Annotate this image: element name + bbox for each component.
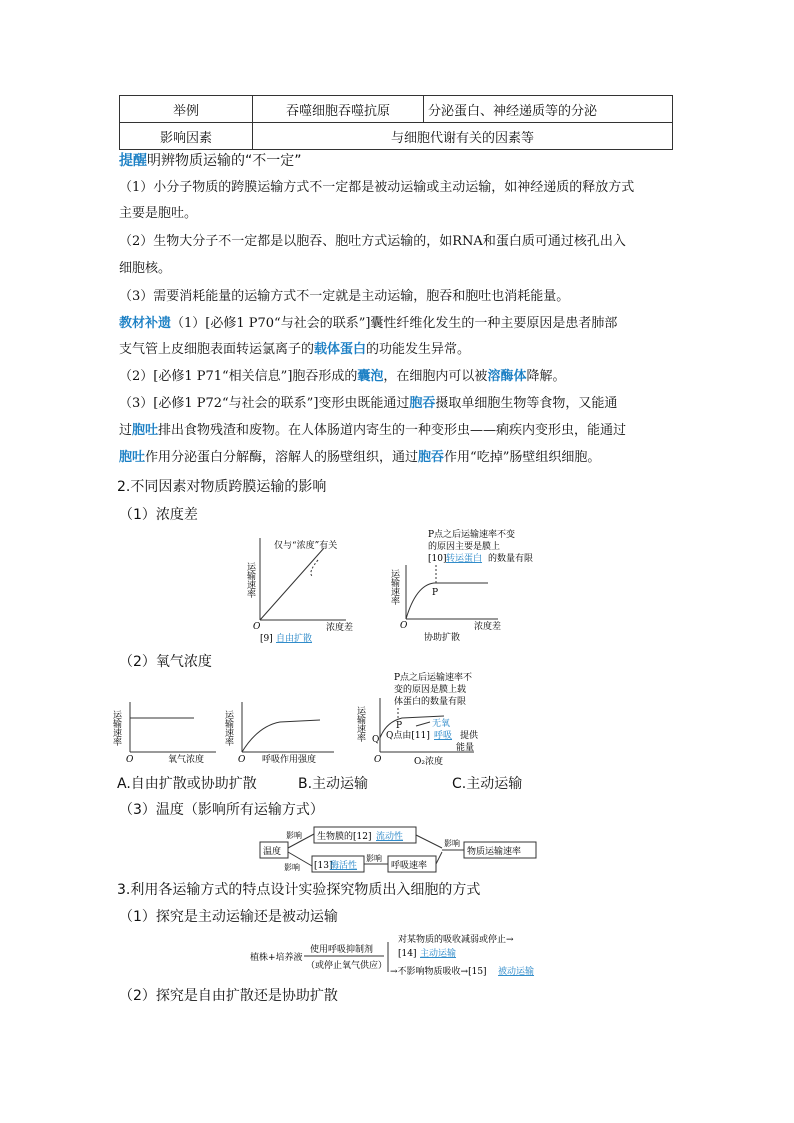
origin-label: O [374, 755, 382, 765]
graph-free-diffusion [236, 532, 366, 644]
edge-label: 影响 [444, 839, 460, 848]
tip-p1b: 主要是胞吐。 [119, 206, 198, 221]
table-cell: 分泌蛋白、神经递质等的分泌 [424, 96, 673, 123]
supp-line4 [119, 394, 617, 414]
supp-text: （3）[必修1 P72“与社会的联系”]变形虫既能通过 [119, 396, 410, 411]
note-line3: 体蛋白的数量有限 [394, 697, 467, 707]
line-series [242, 720, 320, 752]
label-b: B.主动运输 [298, 776, 369, 792]
exp-start: 植株+培养液 [250, 953, 303, 963]
tip-p1a: （1）小分子物质的跨膜运输方式不一定都是被动运输或主动运输，如神经递质的释放方式 [119, 180, 635, 195]
supp-line3 [119, 367, 565, 387]
supp-highlight: 载体蛋白 [314, 342, 367, 357]
sec2-sub1: （1）浓度差 [119, 507, 198, 523]
supp-highlight: 溶酶体 [487, 369, 527, 384]
supp-highlight: 胞吞 [418, 450, 445, 465]
note-line1: P点之后运输速率不变 [428, 530, 516, 540]
anaerobic-label: 无氧 [432, 719, 451, 729]
edge-label: 影响 [284, 863, 300, 872]
caption-answer: 自由扩散 [276, 634, 313, 644]
line-series [260, 548, 324, 620]
supp-line6 [119, 448, 600, 468]
sec2-sub2: （2）氧气浓度 [119, 654, 212, 670]
q-answer: 呼吸 [434, 731, 453, 741]
p-label: P [432, 588, 439, 598]
tip-title: 明辨物质运输的“不一定” [147, 153, 302, 169]
note-line2: 变的原因是膜上载 [394, 685, 467, 695]
pointer-arrow [311, 560, 318, 576]
supp-text: 降解。 [526, 369, 566, 384]
table-row [120, 123, 673, 150]
energy-label: 能量 [456, 743, 475, 753]
table-cell: 影响因素 [120, 123, 253, 150]
p-label: P [396, 721, 403, 731]
line-series [406, 583, 488, 619]
summary-table [119, 95, 673, 150]
tip-p3: （3）需要消耗能量的运输方式不一定就是主动运输，胞吞和胞吐也消耗能量。 [119, 289, 570, 304]
x-label: O₂浓度 [414, 757, 443, 767]
label-a: A.自由扩散或协助扩散 [117, 776, 257, 792]
origin-label: O [253, 622, 261, 632]
label-c: C.主动运输 [452, 776, 523, 792]
exp-up-answer: 主动运输 [420, 949, 457, 959]
supp-highlight: 胞吐 [119, 450, 146, 465]
note-end: 的数量有限 [488, 554, 534, 564]
membrane-answer: 流动性 [376, 832, 404, 842]
respiration-text: 呼吸速率 [391, 861, 428, 871]
supp-text: （1）[必修1 P70“与社会的联系”]囊性纤维化发生的一种主要原因是患者肺部 [171, 316, 618, 331]
caption: 协助扩散 [424, 633, 461, 643]
y-label: 运输速率 [245, 562, 255, 598]
exp-up: 对某物质的吸收减弱或停止→ [398, 935, 514, 945]
experiment-flow [248, 930, 548, 980]
table-row [120, 96, 673, 123]
note-answer: 转运蛋白 [446, 554, 483, 564]
supp-text: 的功能发生异常。 [366, 342, 471, 357]
supp-text: 作用分泌蛋白分解酶，溶解人的肠壁组织，通过 [145, 450, 419, 465]
sec3-sub2: （2）探究是自由扩散还是协助扩散 [119, 988, 338, 1004]
q-label: Q [372, 735, 380, 745]
origin-label: O [400, 621, 408, 631]
rate-text: 物质运输速率 [467, 847, 522, 857]
exp-mid2: （或停止氧气供应） [306, 961, 388, 971]
enzyme-answer: 酶活性 [330, 861, 358, 871]
q-text: Q点由[11] [386, 731, 430, 741]
tip-p2a: （2）生物大分子不一定都是以胞吞、胞吐方式运输的，如RNA和蛋白质可通过核孔出入 [119, 234, 626, 249]
y-label: 运输速率 [111, 710, 121, 746]
tip-heading [119, 151, 302, 171]
origin-label: O [126, 755, 134, 765]
note-line2: 的原因主要是膜上 [428, 542, 501, 552]
section-2-title: 2.不同因素对物质跨膜运输的影响 [117, 479, 327, 495]
section-3-title: 3.利用各运输方式的特点设计实验探究物质出入细胞的方式 [117, 882, 481, 898]
x-label: 浓度差 [326, 623, 354, 633]
y-label: 运输速率 [223, 710, 233, 746]
y-label: 运输速率 [355, 706, 365, 742]
sec3-sub1: （1）探究是主动运输还是被动运输 [119, 909, 338, 925]
graph-oxygen-c [356, 670, 496, 770]
table-cell: 吞噬细胞吞噬抗原 [253, 96, 424, 123]
edge-label: 影响 [286, 831, 302, 840]
caption-num: [9] [260, 634, 273, 644]
supp-tag: 教材补遗 [119, 316, 172, 331]
supp-line2 [119, 340, 470, 360]
provide-label: 提供 [460, 731, 479, 741]
edge [416, 835, 442, 848]
graph-facilitated-diffusion [388, 525, 548, 643]
table-cell: 与细胞代谢有关的因素等 [253, 123, 673, 150]
graph-oxygen-a [111, 700, 216, 770]
graph-note: 仅与“浓度”有关 [274, 541, 338, 551]
sec2-sub3: （3）温度（影响所有运输方式） [119, 802, 324, 818]
table-cell: 举例 [120, 96, 253, 123]
supp-line1 [119, 314, 617, 334]
edge-label: 影响 [366, 854, 382, 863]
exp-up-num: [14] [398, 949, 417, 959]
root-text: 温度 [263, 847, 282, 857]
note-line1: P点之后运输速率不 [394, 673, 473, 683]
edge [436, 852, 442, 864]
tip-tag: 提醒 [119, 153, 147, 169]
membrane-text: 生物膜的[12] [317, 832, 372, 842]
tip-p2b: 细胞核。 [119, 261, 172, 276]
note-num: [10] [428, 554, 447, 564]
supp-line5 [119, 421, 626, 441]
supp-highlight: 胞吐 [132, 423, 159, 438]
graph-oxygen-b [223, 700, 338, 770]
supp-text: 支气管上皮细胞表面转运氯离子的 [119, 342, 315, 357]
origin-label: O [238, 755, 246, 765]
x-label: 浓度差 [474, 622, 502, 632]
exp-mid1: 使用呼吸抑制剂 [310, 945, 374, 955]
supp-text: 过 [119, 423, 133, 438]
exp-down-answer: 被动运输 [498, 967, 535, 977]
temperature-flow [258, 826, 538, 874]
supp-text: ，在细胞内可以被 [383, 369, 488, 384]
supp-text: 摄取单细胞生物等食物，又能通 [435, 396, 618, 411]
x-label: 氧气浓度 [168, 755, 205, 765]
x-label: 呼吸作用强度 [262, 755, 317, 765]
supp-highlight: 囊泡 [357, 369, 384, 384]
y-label: 运输速率 [389, 569, 399, 605]
supp-text: 作用“吃掉”肠壁组织细胞。 [444, 450, 601, 465]
enzyme-num: [13] [314, 861, 333, 871]
exp-down: →不影响物质吸收→[15] [390, 967, 487, 977]
supp-text: （2）[必修1 P71“相关信息”]胞吞形成的 [119, 369, 358, 384]
supp-highlight: 胞吞 [409, 396, 436, 411]
pointer-line [416, 722, 430, 726]
supp-text: 排出食物残渣和废物。在人体肠道内寄生的一种变形虫——痢疾内变形虫，能通过 [158, 423, 627, 438]
